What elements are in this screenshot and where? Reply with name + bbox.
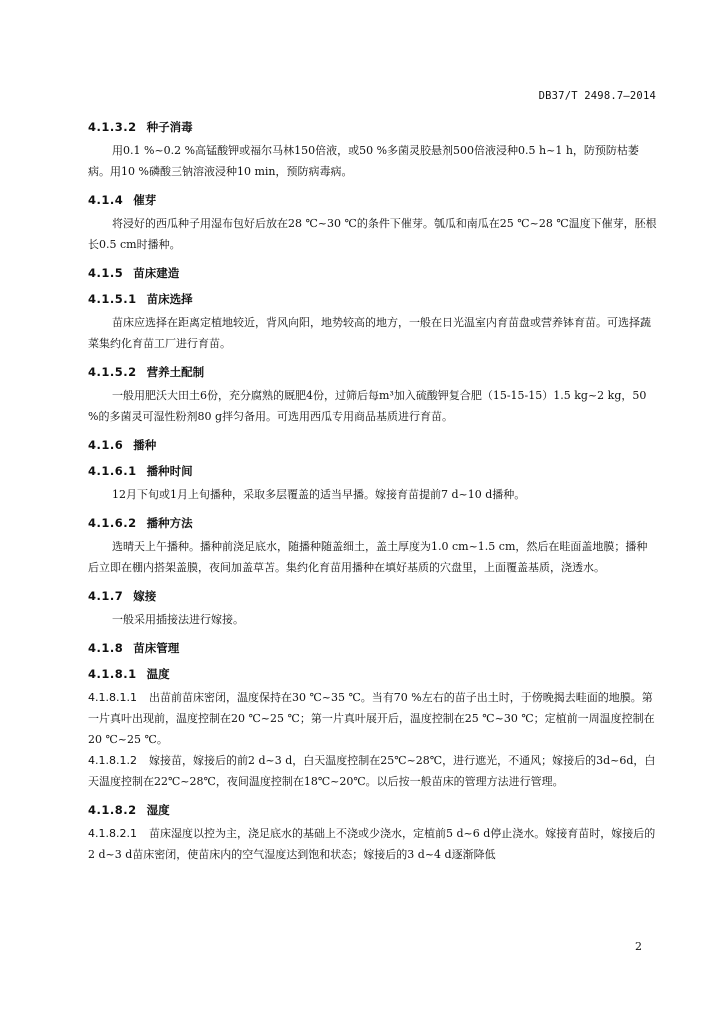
section-heading: 4.1.8.2 湿度 bbox=[88, 803, 170, 817]
section-heading: 4.1.6 播种 bbox=[88, 438, 157, 452]
paragraph: 一般采用插接法进行嫁接。 bbox=[112, 613, 244, 626]
clause-paragraph: 4.1.8.1.2 嫁接苗，嫁接后的前2 d~3 d，白天温度控制在25℃~28℃，进行遮光，不通风；嫁接后的3d~6d，白天温度控制在22℃~28℃，夜间温度控制在18℃~20℃。以后按一般苗床的管理方法进行管理。 bbox=[88, 754, 656, 788]
paragraph: 将浸好的西瓜种子用湿布包好后放在28 ℃~30 ℃的条件下催芽。瓠瓜和南瓜在25 ℃~28 ℃温度下催芽，胚根长0.5 cm时播种。 bbox=[88, 217, 657, 251]
section-heading: 4.1.5 苗床建造 bbox=[88, 266, 180, 280]
section-heading: 4.1.7 嫁接 bbox=[88, 589, 157, 603]
standard-code: DB37/T 2498.7—2014 bbox=[538, 90, 656, 102]
section-heading: 4.1.6.1 播种时间 bbox=[88, 464, 193, 478]
document-body bbox=[88, 114, 658, 865]
paragraph: 用0.1 %~0.2 %高锰酸钾或福尔马林150倍液，或50 %多菌灵胶悬剂500倍液浸种0.5 h~1 h，防预防枯萎病。用10 %磷酸三钠溶液浸种10 min，预防病毒病。 bbox=[88, 144, 639, 178]
section-heading: 4.1.8.1 温度 bbox=[88, 667, 170, 681]
clause-paragraph: 4.1.8.1.1 出苗前苗床密闭，温度保持在30 ℃~35 ℃。当有70 %左右的苗子出土时，于傍晚揭去畦面的地膜。第一片真叶出现前，温度控制在20 ℃~25 ℃；第一片真叶展开后，温度控制在25 ℃~30 ℃；定植前一周温度控制在20 ℃~25 ℃。 bbox=[88, 691, 655, 746]
section-heading: 4.1.3.2 种子消毒 bbox=[88, 120, 193, 134]
section-heading: 4.1.8 苗床管理 bbox=[88, 641, 180, 655]
section-heading: 4.1.6.2 播种方法 bbox=[88, 516, 193, 530]
paragraph: 12月下旬或1月上旬播种，采取多层覆盖的适当早播。嫁接育苗提前7 d~10 d播种。 bbox=[112, 488, 526, 501]
page-number: 2 bbox=[635, 940, 642, 953]
section-heading: 4.1.4 催芽 bbox=[88, 193, 157, 207]
paragraph: 苗床应选择在距离定植地较近，背风向阳，地势较高的地方，一般在日光温室内育苗盘或营养钵育苗。可选择蔬菜集约化育苗工厂进行育苗。 bbox=[88, 316, 651, 350]
clause-paragraph: 4.1.8.2.1 苗床湿度以控为主，浇足底水的基础上不浇或少浇水，定植前5 d~6 d停止浇水。嫁接育苗时，嫁接后的2 d~3 d苗床密闭，使苗床内的空气湿度达到饱和状态；嫁接后的3 d~4 d逐渐降低 bbox=[88, 827, 656, 861]
paragraph: 一般用肥沃大田土6份，充分腐熟的厩肥4份，过筛后每m³加入硫酸钾复合肥（15-15-15）1.5 kg~2 kg，50 %的多菌灵可湿性粉剂80 g拌匀备用。可选用西瓜专用商品基质进行育苗。 bbox=[88, 389, 647, 423]
section-heading: 4.1.5.1 苗床选择 bbox=[88, 292, 193, 306]
section-heading: 4.1.5.2 营养土配制 bbox=[88, 365, 205, 379]
paragraph: 选晴天上午播种。播种前浇足底水，随播种随盖细土，盖土厚度为1.0 cm~1.5 cm，然后在畦面盖地膜；播种后立即在棚内搭架盖膜，夜间加盖草苫。集约化育苗用播种在填好基质的穴盘里，上面覆盖基质，浇透水。 bbox=[88, 540, 648, 574]
